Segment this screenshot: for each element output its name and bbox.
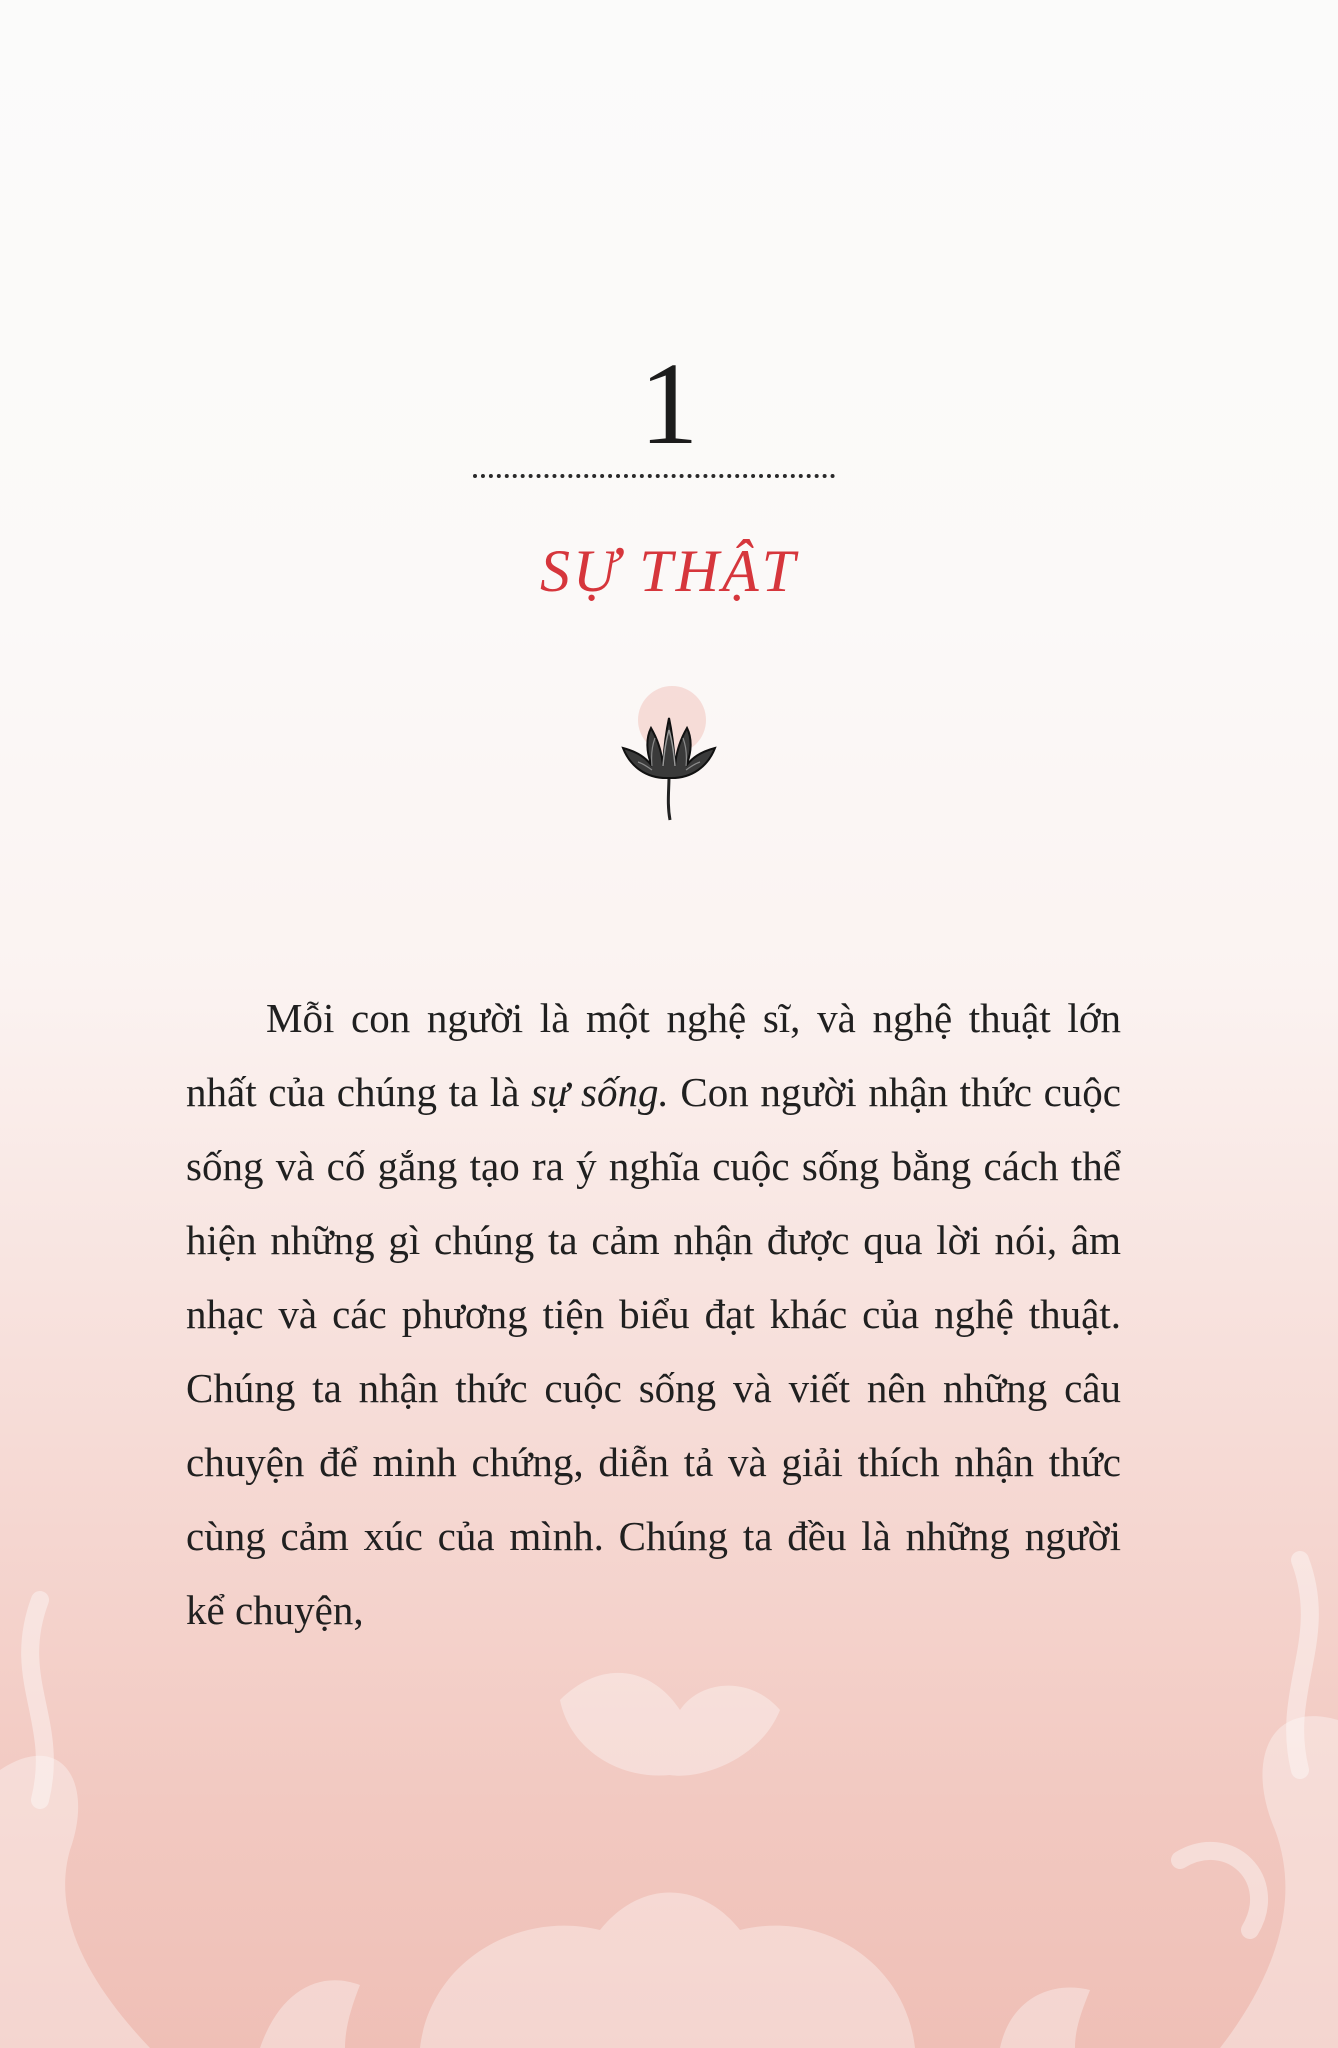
body-emphasis: sự sống. xyxy=(531,1069,669,1115)
dotted-divider xyxy=(473,474,835,478)
lotus-icon xyxy=(594,684,744,824)
chapter-number: 1 xyxy=(639,338,699,469)
body-text-start: Mỗi con người là một nghệ sĩ, và nghệ thuật lớn nhất của chúng ta là xyxy=(186,995,1121,1115)
body-paragraph xyxy=(186,981,1121,1647)
chapter-title: SỰ THẬT xyxy=(540,538,798,604)
body-text-rest: Con người nhận thức cuộc sống và cố gắng tạo ra ý nghĩa cuộc sống bằng cách thể hiện những gì chúng ta cảm nhận được qua lời nói, âm nhạc và các phương tiện biểu đạt khác của nghệ thuật. Chúng ta nhận thức cuộc sống và viết nên những câu chuyện để minh chứng, diễn tả và giải thích nhận thức cùng cảm xúc của mình. Chúng ta đều là những người kể chuyện, xyxy=(186,1069,1121,1633)
